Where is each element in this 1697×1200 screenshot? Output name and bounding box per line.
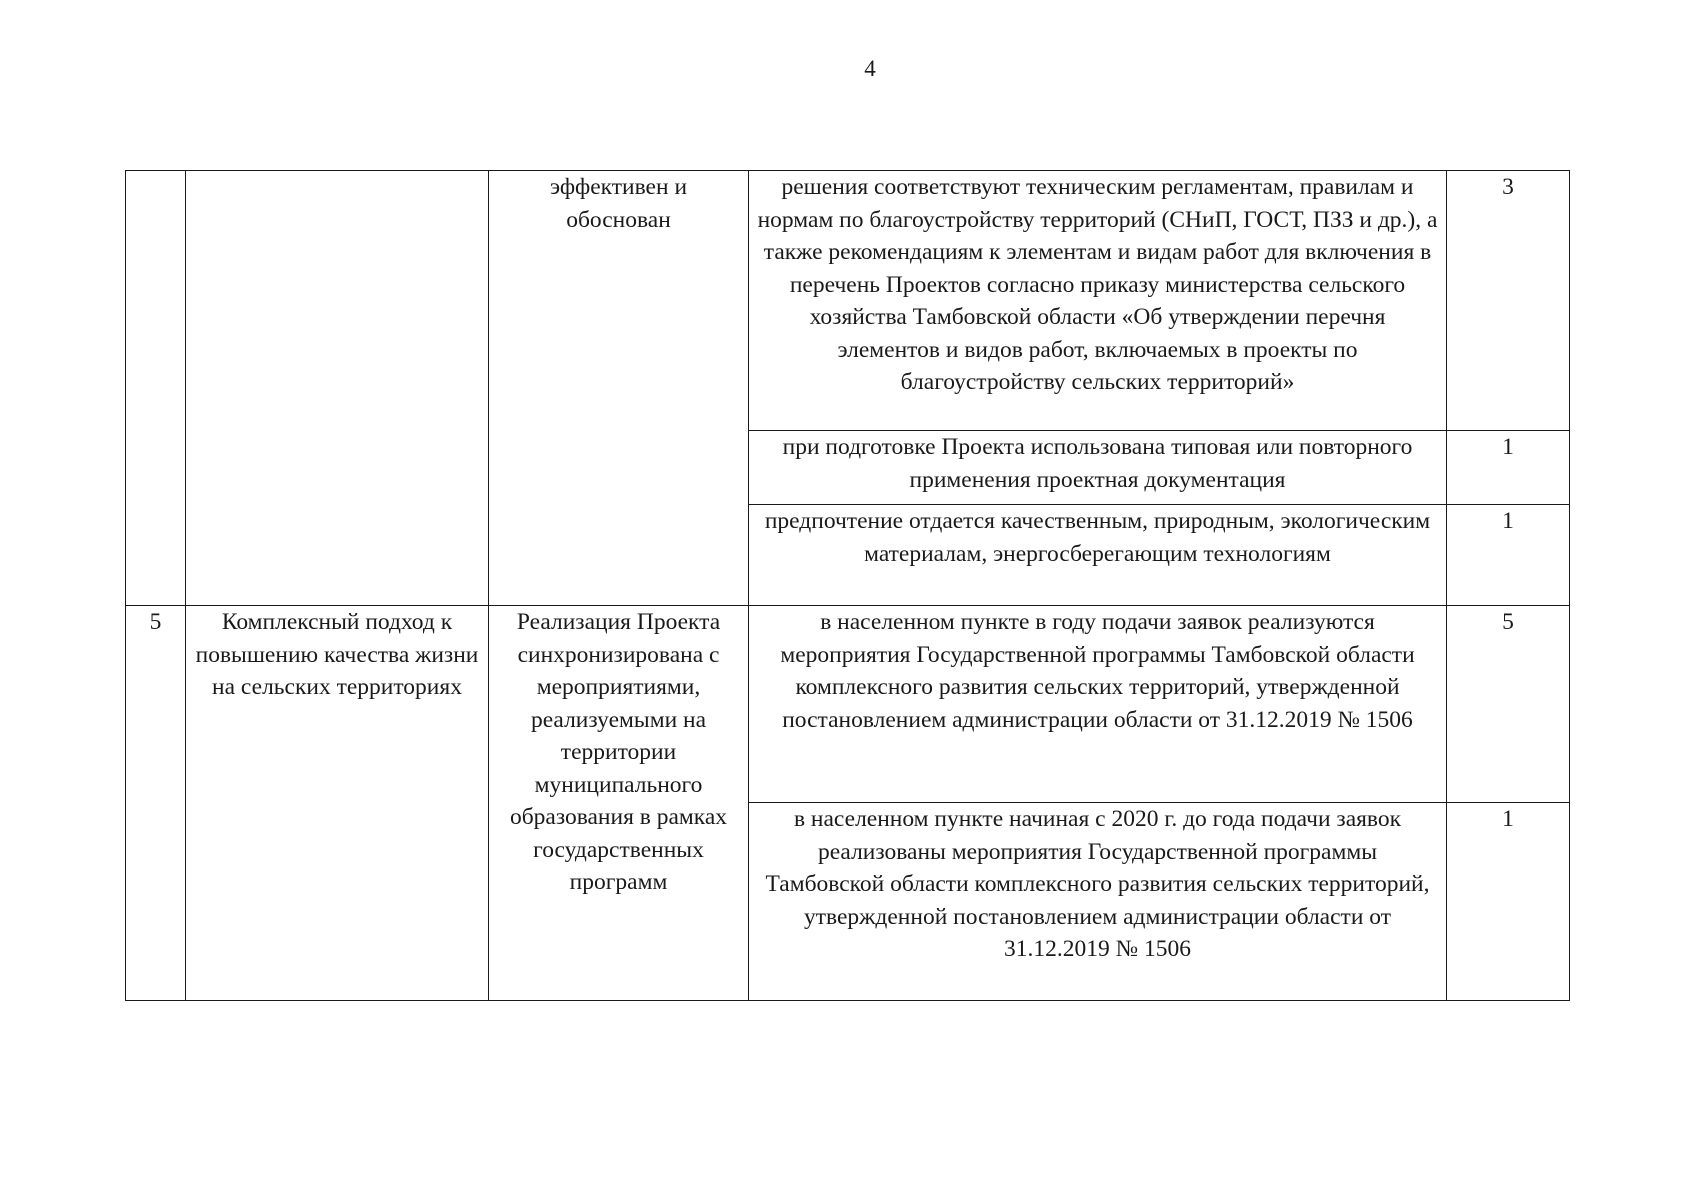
condition-cell: предпочтение отдается качественным, природным, экологическим материалам, энергосберегающим технологиям: [749, 505, 1447, 606]
criteria-table: [125, 170, 1570, 1001]
condition-cell: в населенном пункте начиная с 2020 г. до года подачи заявок реализованы мероприятия Государственной программы Тамбовской области комплексного развития сельских территорий, утвержденной постановлением администрации области от 31.12.2019 № 1506: [749, 803, 1447, 1001]
row-number-cell: [126, 171, 186, 606]
score-cell: 1: [1447, 803, 1570, 1001]
score-cell: 5: [1447, 606, 1570, 803]
table-row: [126, 606, 1570, 803]
row-number-cell: 5: [126, 606, 186, 1001]
criterion-cell: [186, 171, 489, 606]
condition-cell: в населенном пункте в году подачи заявок реализуются мероприятия Государственной программы Тамбовской области комплексного развития сельских территорий, утвержденной постановлением администрации области от 31.12.2019 № 1506: [749, 606, 1447, 803]
score-cell: 3: [1447, 171, 1570, 431]
table-row: [126, 171, 1570, 431]
score-cell: 1: [1447, 505, 1570, 606]
condition-cell: решения соответствуют техническим регламентам, правилам и нормам по благоустройству территорий (СНиП, ГОСТ, ПЗЗ и др.), а также рекомендациям к элементам и видам работ для включения в перечень Проектов согласно приказу министерства сельского хозяйства Тамбовской области «Об утверждении перечня элементов и видов работ, включаемых в проекты по благоустройству сельских территорий»: [749, 171, 1447, 431]
score-cell: 1: [1447, 431, 1570, 505]
indicator-cell: эффективен и обоснован: [489, 171, 749, 606]
page-number: 4: [864, 56, 876, 81]
indicator-cell: Реализация Проекта синхронизирована с мероприятиями, реализуемыми на территории муниципального образования в рамках государственных программ: [489, 606, 749, 1001]
criterion-cell: Комплексный подход к повышению качества жизни на сельских территориях: [186, 606, 489, 1001]
condition-cell: при подготовке Проекта использована типовая или повторного применения проектная документация: [749, 431, 1447, 505]
